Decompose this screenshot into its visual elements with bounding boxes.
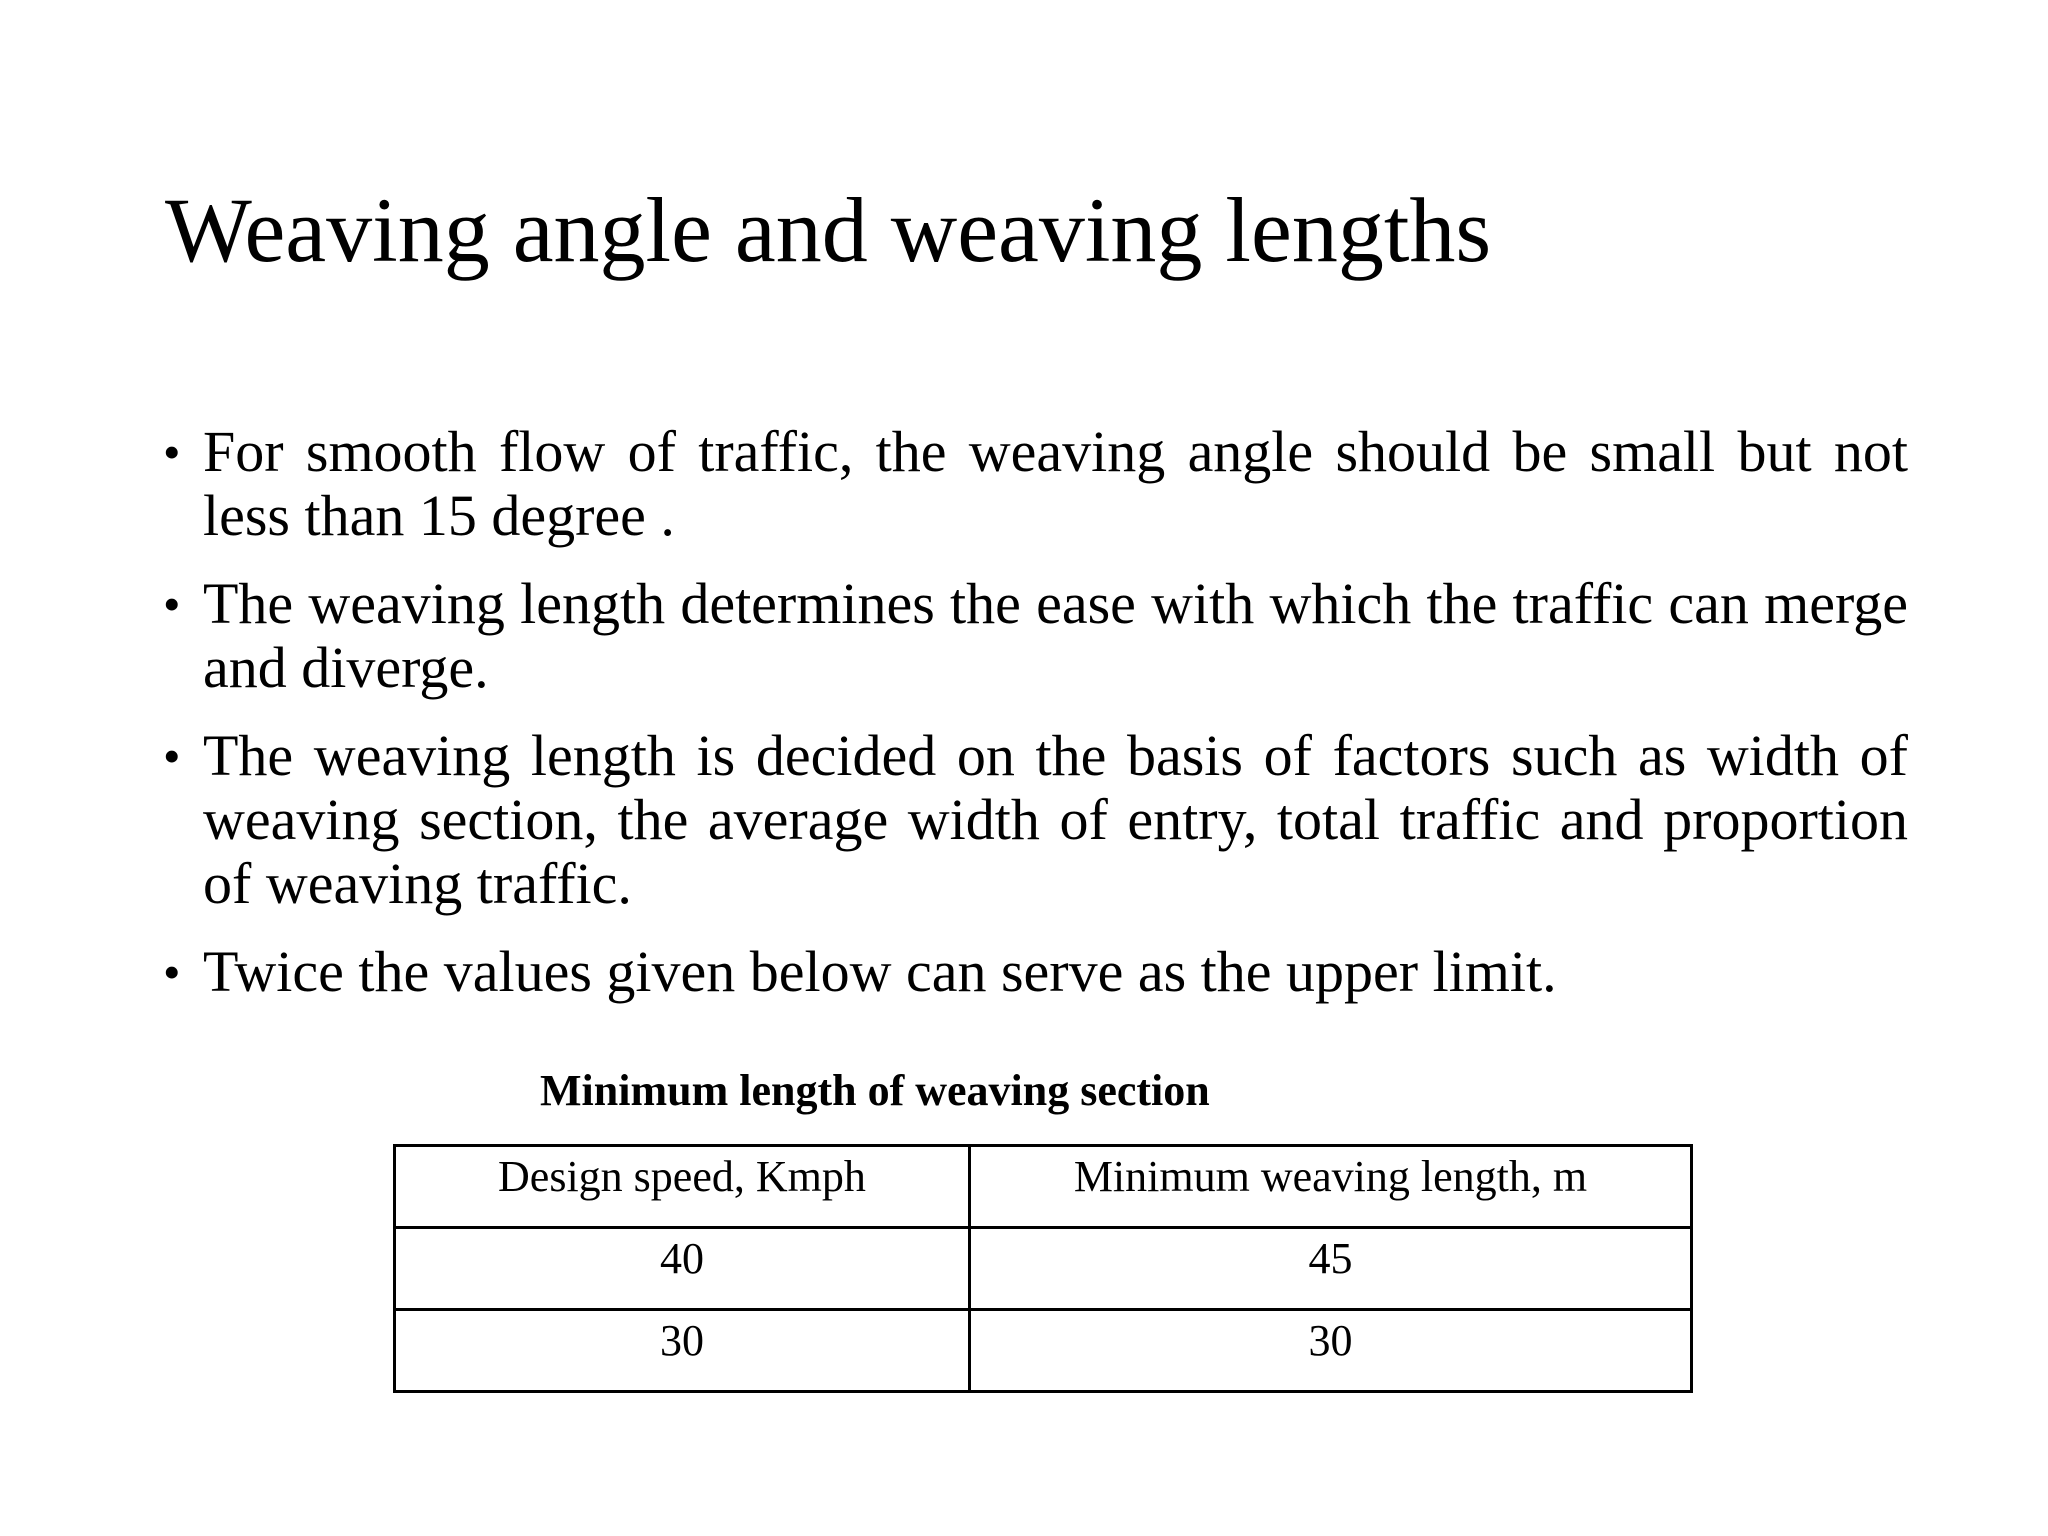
bullet-marker: • (163, 576, 181, 632)
cell-text: 30 (1308, 1316, 1353, 1365)
bullet-marker: • (163, 424, 181, 480)
table-row (395, 1310, 1692, 1392)
bullet-text: The weaving length is decided on the basis of factors such as width of weaving section, the average width of entry, total traffic and proportion of weaving traffic. (203, 723, 1908, 916)
bullet-marker: • (163, 944, 181, 1000)
table-row (395, 1228, 1692, 1310)
bullet-list (163, 420, 1908, 1028)
cell-design-speed (395, 1228, 970, 1310)
header-design-speed (395, 1146, 970, 1228)
bullet-item (163, 724, 1908, 916)
bullet-text: For smooth flow of traffic, the weaving angle should be small but not less than 15 degree . (203, 419, 1908, 548)
bullet-item (163, 572, 1908, 700)
bullet-text: The weaving length determines the ease with which the traffic can merge and diverge. (203, 571, 1908, 700)
table-caption: Minimum length of weaving section (540, 1066, 1210, 1115)
header-text: Design speed, Kmph (498, 1152, 866, 1201)
cell-weaving-length (969, 1228, 1691, 1310)
bullet-marker: • (163, 728, 181, 784)
cell-text: 45 (1308, 1234, 1353, 1283)
bullet-item (163, 940, 1908, 1004)
bullet-item (163, 420, 1908, 548)
cell-text: 30 (659, 1316, 704, 1365)
slide-title: Weaving angle and weaving lengths (165, 179, 1492, 281)
table-header-row (395, 1146, 1692, 1228)
bullet-text: Twice the values given below can serve as the upper limit. (203, 939, 1557, 1004)
header-minimum-weaving-length (969, 1146, 1691, 1228)
cell-weaving-length (969, 1310, 1691, 1392)
header-text: Minimum weaving length, m (1073, 1152, 1588, 1201)
weaving-length-table (393, 1144, 1693, 1393)
cell-design-speed (395, 1310, 970, 1392)
cell-text: 40 (659, 1234, 704, 1283)
